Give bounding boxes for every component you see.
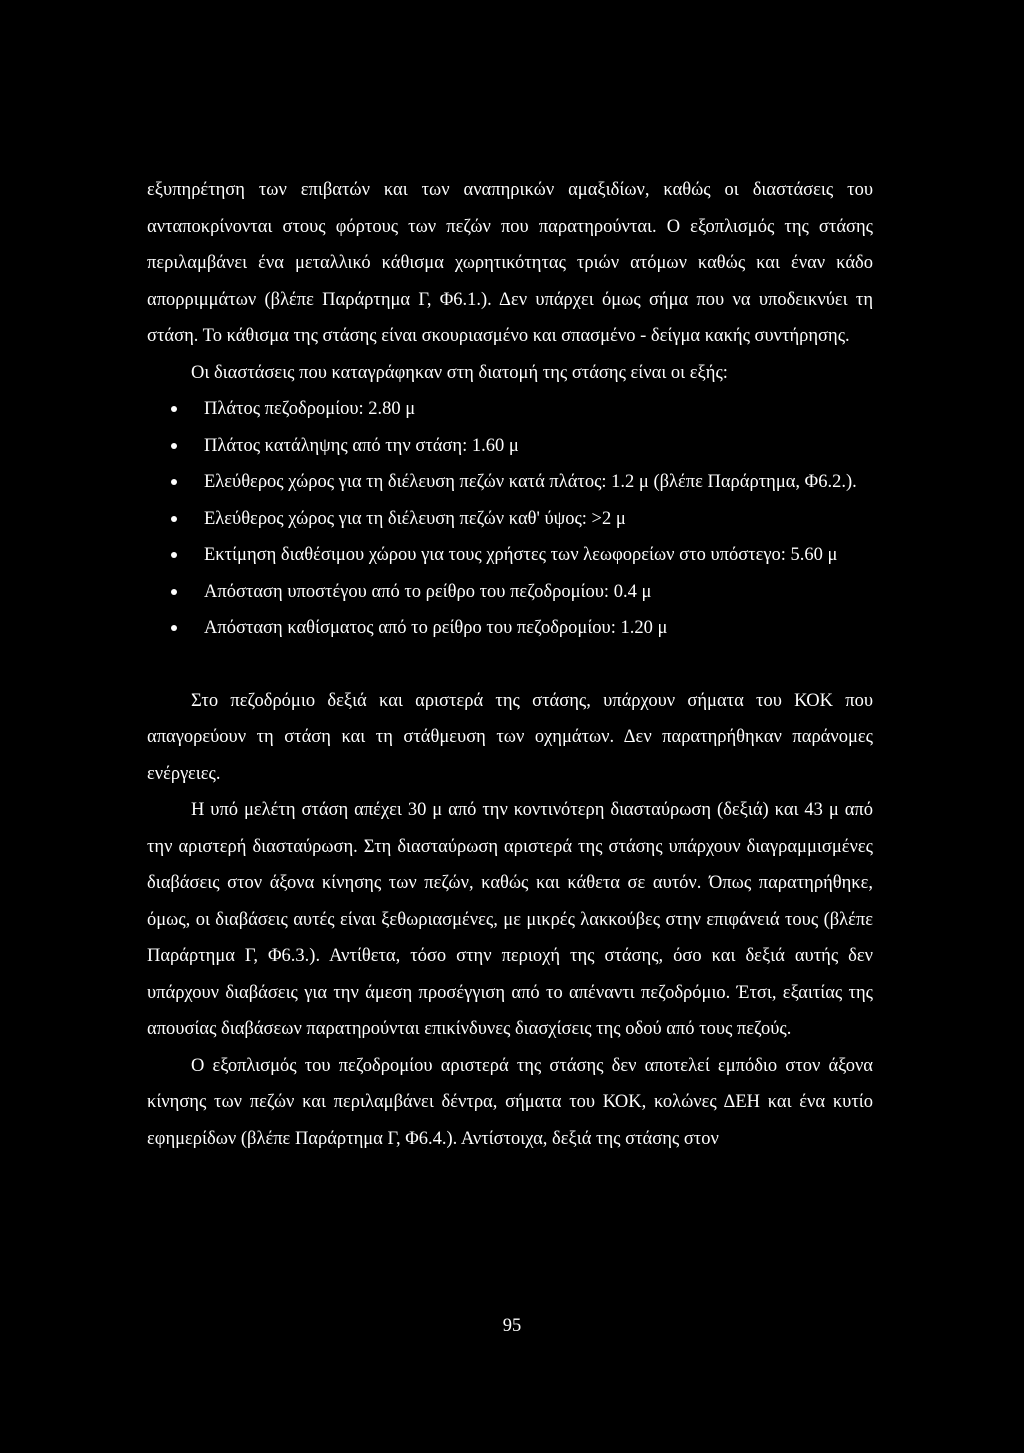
list-item <box>147 574 873 611</box>
list-item <box>147 501 873 538</box>
bullet-icon <box>171 443 177 449</box>
paragraph-crossings: Η υπό μελέτη στάση απέχει 30 μ από την κοντινότερη διασταύρωση (δεξιά) και 43 μ από την αριστερή διασταύρωση. Στη διασταύρωση αριστερά της στάσης υπάρχουν διαγραμμισμένες διαβάσεις στον άξονα κίνησης των πεζών, καθώς και κάθετα σε αυτόν. Όπως παρατηρήθηκε, όμως, οι διαβάσεις αυτές είναι ξεθωριασμένες, με μικρές λακκούβες στην επιφάνειά τους (βλέπε Παράρτημα Γ, Φ6.3.). Αντίθετα, τόσο στην περιοχή της στάσης, όσο και δεξιά αυτής δεν υπάρχουν διαβάσεις για την άμεση προσέγγιση από το απέναντι πεζοδρόμιο. Έτσι, εξαιτίας της απουσίας διαβάσεων παρατηρούνται επικίνδυνες διασχίσεις της οδού από τους πεζούς. <box>147 800 873 1039</box>
list-item-text: Πλάτος κατάληψης από την στάση: 1.60 μ <box>204 435 519 456</box>
list-item-text: Πλάτος πεζοδρομίου: 2.80 μ <box>204 399 416 419</box>
list-item <box>147 537 873 574</box>
paragraph-traffic-signs: Στο πεζοδρόμιο δεξιά και αριστερά της στάσης, υπάρχουν σήματα του ΚΟΚ που απαγορεύουν τη στάση και τη στάθμευση των οχημάτων. Δεν παρατηρήθηκαν παράνομες ενέργειες. <box>147 690 873 784</box>
list-item-text: Απόσταση υποστέγου από το ρείθρο του πεζοδρομίου: 0.4 μ <box>204 581 652 602</box>
document-body <box>147 172 873 1157</box>
bullet-icon <box>171 516 177 522</box>
page-number: 95 <box>502 1316 522 1336</box>
list-item <box>147 428 873 465</box>
dimensions-list <box>147 391 873 647</box>
list-item-text: Απόσταση καθίσματος από το ρείθρο του πεζοδρομίου: 1.20 μ <box>204 618 668 638</box>
list-item <box>147 464 873 501</box>
bullet-icon <box>171 479 177 485</box>
bullet-icon <box>171 589 177 595</box>
list-item-text: Ελεύθερος χώρος για τη διέλευση πεζών καθ' ύψος: >2 μ <box>204 508 626 529</box>
list-item-text: Ελεύθερος χώρος για τη διέλευση πεζών κατά πλάτος: 1.2 μ (βλέπε Παράρτημα, Φ6.2.). <box>204 472 857 492</box>
dimensions-intro: Οι διαστάσεις που καταγράφηκαν στη διατομή της στάσης είναι οι εξής: <box>191 362 728 383</box>
paragraph-bus-stop-equipment: εξυπηρέτηση των επιβατών και των αναπηρικών αμαξιδίων, καθώς οι διαστάσεις του ανταποκρίνονται στους φόρτους των πεζών που παρατηρούνται. Ο εξοπλισμός της στάσης περιλαμβάνει ένα μεταλλικό κάθισμα χωρητικότητας τριών ατόμων καθώς και έναν κάδο απορριμμάτων (βλέπε Παράρτημα Γ, Φ6.1.). Δεν υπάρχει όμως σήμα που να υποδεικνύει τη στάση. Το κάθισμα της στάσης είναι σκουριασμένο και σπασμένο - δείγμα κακής συντήρησης. <box>147 180 873 346</box>
list-item <box>147 610 873 647</box>
bullet-icon <box>171 406 177 412</box>
list-item <box>147 391 873 428</box>
paragraph-sidewalk-equipment: Ο εξοπλισμός του πεζοδρομίου αριστερά της στάσης δεν αποτελεί εμπόδιο στον άξονα κίνησης των πεζών και περιλαμβάνει δέντρα, σήματα του ΚΟΚ, κολώνες ΔΕΗ και ένα κυτίο εφημερίδων (βλέπε Παράρτημα Γ, Φ6.4.). Αντίστοιχα, δεξιά της στάσης στον <box>147 1055 873 1149</box>
bullet-icon <box>171 552 177 558</box>
bullet-icon <box>171 625 177 631</box>
list-item-text: Εκτίμηση διαθέσιμου χώρου για τους χρήστες των λεωφορείων στο υπόστεγο: 5.60 μ <box>204 545 838 565</box>
section-gap <box>147 647 873 683</box>
